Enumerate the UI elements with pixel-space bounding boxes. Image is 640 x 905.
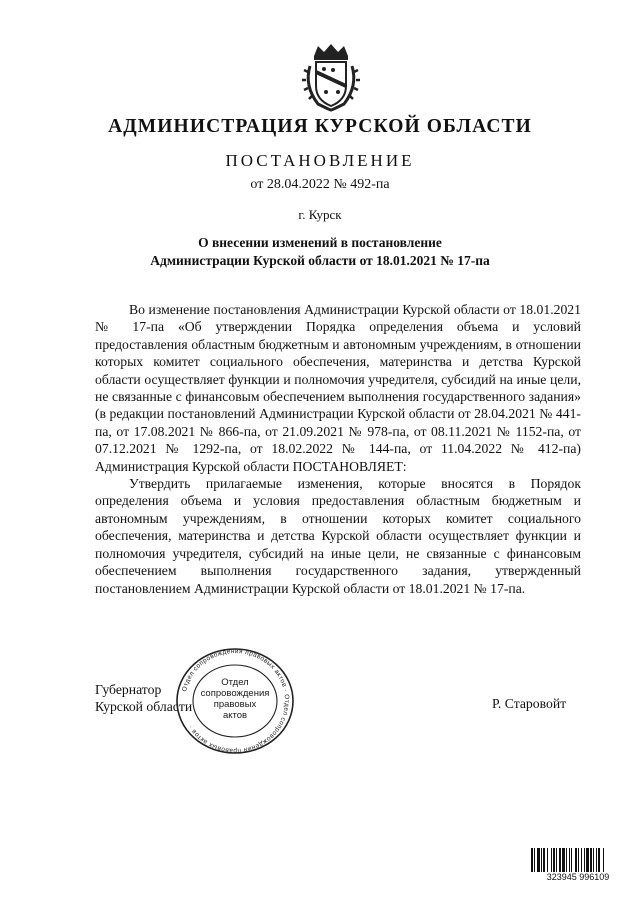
city-label: г. Курск (298, 207, 342, 222)
barcode-bar (593, 848, 594, 872)
barcode-bar (537, 848, 540, 872)
barcode-bar (581, 848, 582, 872)
barcode-bar (562, 848, 565, 872)
barcode-bar (590, 848, 592, 872)
barcode-bar (559, 848, 561, 872)
barcode-bar (556, 848, 557, 872)
barcode-bar (578, 848, 579, 872)
stamp-line-3: правовых (213, 699, 257, 710)
stamp-line-2: сопровождения (200, 688, 270, 699)
subject-line-1: О внесении изменений в постановление (198, 235, 442, 250)
barcode-bar (571, 848, 572, 872)
stamp-line-4: актов (222, 710, 248, 721)
subject-line-2: Администрации Курской области от 18.01.2021 № 17-па (150, 253, 490, 268)
barcode-number: 323945 996109 (546, 872, 610, 882)
signatory-title-line-2: Курской области (95, 699, 193, 715)
barcode-bar (547, 848, 548, 872)
barcode-bar (566, 848, 567, 872)
barcode-bar (551, 848, 552, 872)
barcode-bar (534, 848, 535, 872)
body-paragraph-2: Утвердить прилагаемые изменения, которые вносятся в Порядок определения объема и условия предоставления областным бюджетным и автономным учреждениям, в отношении которых комитет социального обеспечения, материнства и детства Курской области осуществляет функции и полномочия учредителя, субсидий на иные цели, не связанные с финансовым обеспечением выполнения государственного задания, утвержденный постановлением Администрации Курской области от 18.01.2021 № 17-па. (95, 476, 581, 596)
barcode-bar (603, 848, 604, 872)
body-paragraph-1: Во изменение постановления Администрации Курской области от 18.01.2021 № 17-па «Об утверждении Порядка определения объема и условий предоставления областным бюджетным и автономным учреждениям, в отношении которых комитет социального обеспечения, материнства и детства Курской области осуществляет функции и полномочия учредителя, субсидий на иные цели, не связанные с финансовым обеспечением выполнения государственного задания» (в редакции постановлений Администрации Курской области от 28.04.2021 № 441-па, от 17.08.2021 № 866-па, от 21.09.2021 № 978-па, от 08.11.2021 № 1152-па, от 07.12.2021 № 1292-па, от 18.02.2022 № 144-па, от 11.04.2022 № 412-па) Администрация Курской области ПОСТАНОВЛЯЕТ: (95, 302, 581, 474)
barcode-bar (596, 848, 597, 872)
signatory-title-line-1: Губернатор (95, 682, 162, 697)
barcode-bar (541, 848, 542, 872)
svg-text:Отдел сопровождения правовых а: Отдел сопровождения правовых актов · Отдел сопровождения правовых актов · (180, 647, 291, 755)
coat-of-arms-emblem (300, 42, 362, 112)
organization-title: АДМИНИСТРАЦИЯ КУРСКОЙ ОБЛАСТИ (108, 116, 532, 137)
document-body (95, 301, 581, 597)
barcode-bar (569, 848, 570, 872)
document-type: ПОСТАНОВЛЕНИЕ (225, 151, 415, 170)
document-subject (0, 234, 640, 270)
document-barcode (531, 848, 625, 872)
document-number-date: от 28.04.2022 № 492-па (250, 177, 390, 192)
barcode-bar (598, 848, 600, 872)
barcode-bar (553, 848, 555, 872)
barcode-bar (543, 848, 545, 872)
stamp-line-1: Отдел (221, 677, 249, 688)
stamp-center-text (172, 677, 298, 721)
barcode-bar (531, 848, 533, 872)
barcode-bar (586, 848, 589, 872)
barcode-bar (575, 848, 577, 872)
signatory-name: Р. Старовойт (492, 696, 567, 711)
barcode-bar (584, 848, 585, 872)
